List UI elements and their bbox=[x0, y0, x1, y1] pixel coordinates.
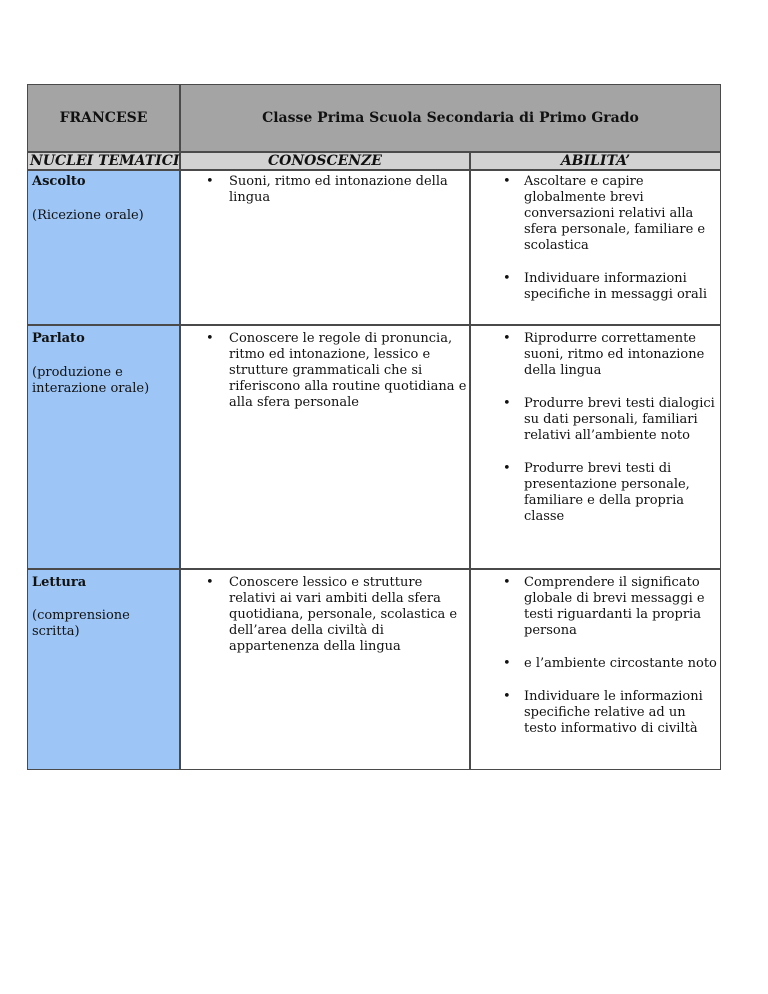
subject-header: FRANCESE bbox=[27, 84, 180, 152]
list-item: • Conoscere le regole di pronuncia, ritmo ed intonazione, lessico e strutture grammaticali che si riferiscono alla routine quotidiana e alla sfera personale bbox=[206, 331, 467, 410]
bullet-icon: • bbox=[503, 396, 511, 411]
column-header-nuclei: NUCLEI TEMATICI bbox=[27, 152, 180, 170]
nucleo-parlato bbox=[27, 325, 180, 569]
list-item: • Suoni, ritmo ed intonazione della lingua bbox=[206, 174, 448, 205]
bullet-icon: • bbox=[503, 174, 511, 189]
conoscenze-cell-ascolto bbox=[180, 170, 470, 325]
conoscenze-cell-lettura bbox=[180, 569, 470, 770]
bullet-icon: • bbox=[503, 656, 511, 671]
list-item: • Comprendere il significato globale di brevi messaggi e testi riguardanti la propria persona bbox=[503, 575, 705, 638]
class-title-header: Classe Prima Scuola Secondaria di Primo Grado bbox=[180, 84, 721, 152]
nucleo-subtitle: (Ricezione orale) bbox=[32, 208, 144, 223]
bullet-icon: • bbox=[503, 271, 511, 286]
list-item: • Individuare informazioni specifiche in messaggi orali bbox=[503, 271, 708, 302]
nucleo-subtitle: (comprensione scritta) bbox=[32, 608, 130, 639]
list-item: • Ascoltare e capire globalmente brevi conversazioni relativi alla sfera personale, familiare e scolastica bbox=[503, 174, 706, 253]
column-header-conoscenze: CONOSCENZE bbox=[180, 152, 470, 170]
bullet-icon: • bbox=[206, 331, 214, 346]
nucleo-ascolto bbox=[27, 170, 180, 325]
list-item: • Riprodurre correttamente suoni, ritmo ed intonazione della lingua bbox=[503, 331, 705, 378]
abilita-cell-lettura bbox=[470, 569, 721, 770]
abilita-cell-ascolto bbox=[470, 170, 721, 325]
bullet-icon: • bbox=[503, 331, 511, 346]
nucleo-subtitle: (produzione e interazione orale) bbox=[32, 365, 150, 396]
list-item: • Conoscere lessico e strutture relativi ai vari ambiti della sfera quotidiana, personale, scolastica e dell’area della civiltà di appartenenza della lingua bbox=[206, 575, 458, 654]
list-item: • Produrre brevi testi dialogici su dati personali, familiari relativi all’ambiente noto bbox=[503, 396, 715, 443]
column-header-abilita: ABILITA’ bbox=[470, 152, 721, 170]
conoscenze-cell-parlato bbox=[180, 325, 470, 569]
bullet-icon: • bbox=[503, 575, 511, 590]
list-item: • Individuare le informazioni specifiche relative ad un testo informativo di civiltà bbox=[503, 689, 703, 736]
nucleo-lettura bbox=[27, 569, 180, 770]
abilita-cell-parlato bbox=[470, 325, 721, 569]
bullet-icon: • bbox=[503, 461, 511, 476]
bullet-icon: • bbox=[206, 174, 214, 189]
nucleo-title: Lettura bbox=[32, 575, 87, 590]
bullet-icon: • bbox=[206, 575, 214, 590]
nucleo-title: Parlato bbox=[32, 331, 85, 346]
list-item: • e l’ambiente circostante noto bbox=[503, 656, 717, 671]
list-item: • Produrre brevi testi di presentazione personale, familiare e della propria classe bbox=[503, 461, 690, 524]
nucleo-title: Ascolto bbox=[32, 174, 86, 189]
bullet-icon: • bbox=[503, 689, 511, 704]
